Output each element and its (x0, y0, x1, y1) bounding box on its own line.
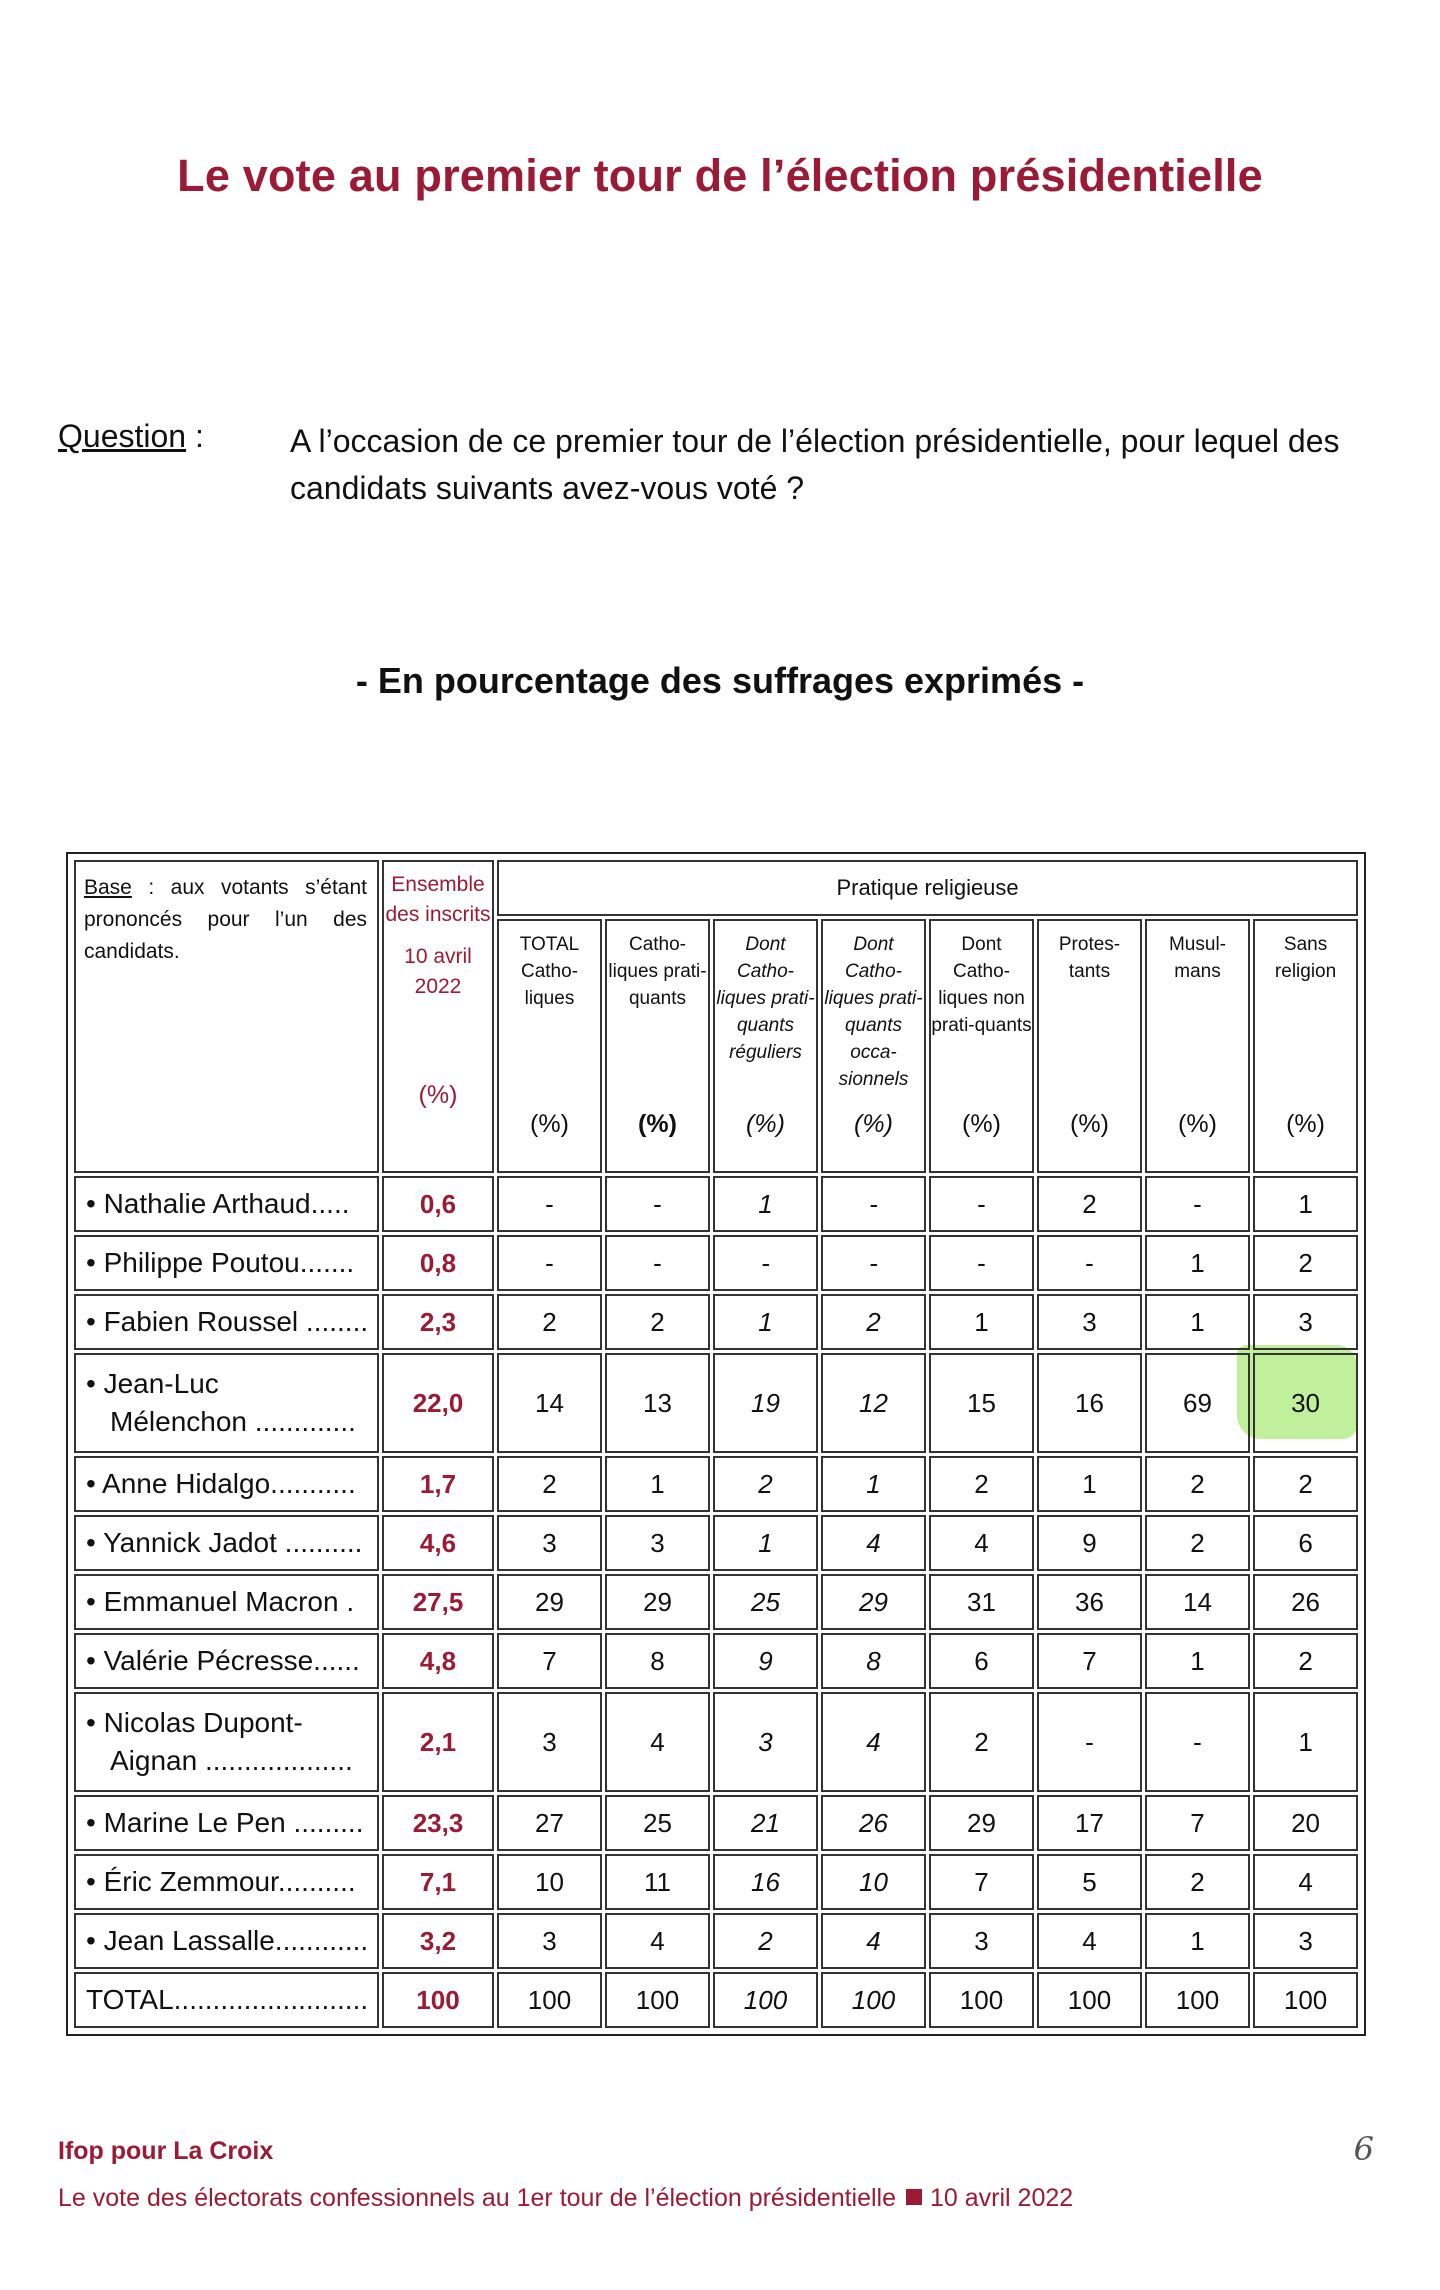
candidate-name (74, 1294, 379, 1350)
cell-value: 2 (929, 1456, 1034, 1512)
column-header-label: Dont Catho-liques non prati-quants (931, 934, 1032, 1036)
candidate-name (74, 1515, 379, 1571)
cell-value: 19 (713, 1353, 818, 1453)
column-header-label: Musul-mans (1168, 934, 1226, 982)
column-unit: (%) (1178, 1110, 1217, 1138)
cell-value: 4 (605, 1913, 710, 1969)
highlighted-cell (1253, 1353, 1358, 1453)
cell-value: 17 (1037, 1795, 1142, 1851)
cell-value: 1 (1037, 1456, 1142, 1512)
cell-value: 36 (1037, 1574, 1142, 1630)
ensemble-header-label: Ensemble des inscrits (385, 873, 491, 926)
cell-value: 9 (713, 1633, 818, 1689)
candidate-name (74, 1633, 379, 1689)
cell-value: 12 (821, 1353, 926, 1453)
table-row (74, 1515, 1358, 1571)
candidate-name (74, 1692, 379, 1792)
cell-value: 15 (929, 1353, 1034, 1453)
column-header-3 (821, 919, 926, 1173)
cell-value: 4 (605, 1692, 710, 1792)
cell-value: 2 (1145, 1854, 1250, 1910)
cell-value: 2 (1145, 1456, 1250, 1512)
cell-value: 7 (929, 1854, 1034, 1910)
column-unit: (%) (1070, 1110, 1109, 1138)
candidate-name (74, 1913, 379, 1969)
candidate-name-line-2: Aignan ................... (110, 1745, 353, 1776)
table-row (74, 1854, 1358, 1910)
cell-value: 2 (1253, 1633, 1358, 1689)
candidate-name-line: • Éric Zemmour.......... (86, 1866, 356, 1897)
ensemble-value: 27,5 (382, 1574, 494, 1630)
candidate-name (74, 1795, 379, 1851)
ensemble-value: 1,7 (382, 1456, 494, 1512)
base-label: Base (84, 876, 132, 899)
column-header-label: TOTAL Catho-liques (519, 934, 580, 1009)
cell-value: 1 (929, 1294, 1034, 1350)
ensemble-value: 2,1 (382, 1692, 494, 1792)
cell-value: 2 (1253, 1456, 1358, 1512)
cell-value: 31 (929, 1574, 1034, 1630)
cell-value: 29 (821, 1574, 926, 1630)
cell-value: 4 (821, 1913, 926, 1969)
cell-value: 1 (1253, 1692, 1358, 1792)
base-text: : aux votants s’étant prononcés pour l’un des candidats. (84, 876, 367, 963)
ensemble-value: 3,2 (382, 1913, 494, 1969)
candidate-name-line: • Fabien Roussel ........ (86, 1306, 369, 1337)
page-number: 6 (1353, 2130, 1374, 2168)
ensemble-value: 0,6 (382, 1176, 494, 1232)
ensemble-unit: (%) (418, 1081, 458, 1109)
candidate-name-line: • Anne Hidalgo........... (86, 1468, 356, 1499)
column-header-0 (497, 919, 602, 1173)
table-row (74, 1456, 1358, 1512)
cell-value: 10 (821, 1854, 926, 1910)
candidate-name (74, 1574, 379, 1630)
question-label (58, 418, 204, 455)
ensemble-header (382, 860, 494, 1173)
candidate-name-line: • Emmanuel Macron . (86, 1586, 355, 1617)
cell-value: 1 (1253, 1176, 1358, 1232)
cell-value: 7 (497, 1633, 602, 1689)
cell-value: 100 (929, 1972, 1034, 2028)
cell-value: 2 (497, 1294, 602, 1350)
table-subtitle: - En pourcentage des suffrages exprimés - (355, 660, 1085, 701)
cell-value: - (1145, 1176, 1250, 1232)
table-row (74, 1692, 1358, 1792)
cell-value: 13 (605, 1353, 710, 1453)
cell-value: 16 (713, 1854, 818, 1910)
footer-organization: Ifop pour La Croix (58, 2137, 274, 2165)
table-row (74, 1795, 1358, 1851)
cell-value: 4 (1037, 1913, 1142, 1969)
cell-value: - (497, 1235, 602, 1291)
table-row (74, 1235, 1358, 1291)
candidate-name (74, 1353, 379, 1453)
cell-value: 2 (821, 1294, 926, 1350)
column-header-4 (929, 919, 1034, 1173)
square-bullet-icon (906, 2189, 922, 2205)
cell-value: 100 (1253, 1972, 1358, 2028)
column-unit: (%) (530, 1110, 569, 1138)
cell-value: 3 (497, 1692, 602, 1792)
candidate-name-line: • Nicolas Dupont- (86, 1707, 303, 1738)
cell-value: 6 (1253, 1515, 1358, 1571)
cell-value: 4 (821, 1515, 926, 1571)
results-table-frame (66, 852, 1366, 2036)
candidate-name-line: • Yannick Jadot .......... (86, 1527, 363, 1558)
cell-value: 4 (1253, 1854, 1358, 1910)
cell-value: 3 (1037, 1294, 1142, 1350)
ensemble-value: 4,8 (382, 1633, 494, 1689)
cell-value: 20 (1253, 1795, 1358, 1851)
table-row (74, 1913, 1358, 1969)
ensemble-value: 0,8 (382, 1235, 494, 1291)
column-unit: (%) (854, 1110, 893, 1138)
cell-value: - (713, 1235, 818, 1291)
ensemble-value: 23,3 (382, 1795, 494, 1851)
column-unit: (%) (638, 1110, 677, 1138)
religious-practice-header: Pratique religieuse (497, 860, 1358, 916)
cell-value: 10 (497, 1854, 602, 1910)
cell-value: 100 (1145, 1972, 1250, 2028)
highlighted-value: 30 (1291, 1387, 1321, 1418)
candidate-name (74, 1235, 379, 1291)
cell-value: 3 (497, 1515, 602, 1571)
cell-value: 1 (713, 1515, 818, 1571)
candidate-name-line: • Valérie Pécresse...... (86, 1645, 360, 1676)
table-row (74, 1574, 1358, 1630)
table-row (74, 1294, 1358, 1350)
cell-value: 2 (929, 1692, 1034, 1792)
base-note (74, 860, 379, 1173)
candidate-name-line: • Marine Le Pen ......... (86, 1807, 364, 1838)
candidate-name-line: • Jean Lassalle............ (86, 1925, 369, 1956)
column-header-2 (713, 919, 818, 1173)
cell-value: - (1037, 1235, 1142, 1291)
cell-value: 100 (1037, 1972, 1142, 2028)
cell-value: 21 (713, 1795, 818, 1851)
cell-value: - (605, 1235, 710, 1291)
candidate-name-line: • Nathalie Arthaud..... (86, 1188, 350, 1219)
cell-value: 25 (713, 1574, 818, 1630)
cell-value: 26 (821, 1795, 926, 1851)
cell-value: 1 (821, 1456, 926, 1512)
cell-value: 8 (821, 1633, 926, 1689)
cell-value: 1 (1145, 1633, 1250, 1689)
cell-value: 2 (1253, 1235, 1358, 1291)
cell-value: - (605, 1176, 710, 1232)
ensemble-value: 22,0 (382, 1353, 494, 1453)
cell-value: 1 (713, 1294, 818, 1350)
total-row (74, 1972, 1358, 2028)
cell-value: 69 (1145, 1353, 1250, 1453)
question-text: A l’occasion de ce premier tour de l’élection présidentielle, pour lequel des candidats suivants avez-vous voté ? (290, 423, 1340, 506)
ensemble-value: 2,3 (382, 1294, 494, 1350)
cell-value: 100 (497, 1972, 602, 2028)
cell-value: 3 (1253, 1913, 1358, 1969)
table-row (74, 1353, 1358, 1453)
cell-value: 2 (605, 1294, 710, 1350)
candidate-name (74, 1854, 379, 1910)
ensemble-value: 100 (382, 1972, 494, 2028)
column-header-label: Sans religion (1274, 934, 1337, 982)
cell-value: 1 (605, 1456, 710, 1512)
total-label (74, 1972, 379, 2028)
cell-value: 1 (1145, 1294, 1250, 1350)
cell-value: 3 (713, 1692, 818, 1792)
table-body (74, 1176, 1358, 2028)
cell-value: 4 (929, 1515, 1034, 1571)
column-header-label: Catho-liques prati-quants (608, 934, 707, 1009)
question-colon: : (186, 418, 204, 454)
column-header-1 (605, 919, 710, 1173)
cell-value: 2 (1145, 1515, 1250, 1571)
footer-line-text: Le vote des électorats confessionnels au 1er tour de l’élection présidentielle (58, 2184, 897, 2212)
cell-value: 26 (1253, 1574, 1358, 1630)
question-label-word: Question (58, 418, 187, 454)
cell-value: 1 (713, 1176, 818, 1232)
cell-value: 29 (929, 1795, 1034, 1851)
column-header-5 (1037, 919, 1142, 1173)
column-header-6 (1145, 919, 1250, 1173)
cell-value: 16 (1037, 1353, 1142, 1453)
cell-value: 9 (1037, 1515, 1142, 1571)
cell-value: 2 (497, 1456, 602, 1512)
cell-value: 29 (605, 1574, 710, 1630)
column-header-label: Protes-tants (1058, 934, 1121, 982)
cell-value: 3 (497, 1913, 602, 1969)
cell-value: - (1145, 1692, 1250, 1792)
cell-value: 27 (497, 1795, 602, 1851)
ensemble-header-date: 10 avril 2022 (404, 945, 472, 998)
cell-value: 100 (605, 1972, 710, 2028)
cell-value: 5 (1037, 1854, 1142, 1910)
table-row (74, 1176, 1358, 1232)
candidate-name-line: TOTAL......................... (86, 1984, 369, 2015)
cell-value: - (1037, 1692, 1142, 1792)
candidate-name-line: • Jean-Luc (86, 1368, 219, 1399)
cell-value: 2 (1037, 1176, 1142, 1232)
column-unit: (%) (746, 1110, 785, 1138)
table-row (74, 1633, 1358, 1689)
cell-value: - (821, 1235, 926, 1291)
column-unit: (%) (962, 1110, 1001, 1138)
cell-value: 8 (605, 1633, 710, 1689)
footer-line-date: 10 avril 2022 (930, 2184, 1074, 2212)
cell-value: - (929, 1235, 1034, 1291)
cell-value: 14 (1145, 1574, 1250, 1630)
cell-value: 11 (605, 1854, 710, 1910)
column-unit: (%) (1286, 1110, 1325, 1138)
cell-value: 2 (713, 1913, 818, 1969)
ensemble-value: 7,1 (382, 1854, 494, 1910)
cell-value: 3 (605, 1515, 710, 1571)
column-header-label: Dont Catho-liques prati-quants occa-sionnels (824, 934, 923, 1090)
cell-value: 6 (929, 1633, 1034, 1689)
cell-value: - (497, 1176, 602, 1232)
cell-value: 4 (821, 1692, 926, 1792)
cell-value: 1 (1145, 1235, 1250, 1291)
column-header-label: Dont Catho-liques prati-quants réguliers (716, 934, 815, 1063)
results-table (71, 857, 1361, 2031)
cell-value: 3 (929, 1913, 1034, 1969)
cell-value: 1 (1145, 1913, 1250, 1969)
cell-value: - (821, 1176, 926, 1232)
ensemble-value: 4,6 (382, 1515, 494, 1571)
cell-value: 100 (713, 1972, 818, 2028)
cell-value: 3 (1253, 1294, 1358, 1350)
cell-value: 25 (605, 1795, 710, 1851)
column-header-7 (1253, 919, 1358, 1173)
cell-value: 14 (497, 1353, 602, 1453)
cell-value: - (929, 1176, 1034, 1232)
candidate-name-line: • Philippe Poutou....... (86, 1247, 355, 1278)
footer-line (58, 2184, 1073, 2213)
candidate-name (74, 1456, 379, 1512)
cell-value: 7 (1037, 1633, 1142, 1689)
candidate-name (74, 1176, 379, 1232)
cell-value: 2 (713, 1456, 818, 1512)
cell-value: 29 (497, 1574, 602, 1630)
cell-value: 7 (1145, 1795, 1250, 1851)
candidate-name-line-2: Mélenchon ............. (110, 1406, 356, 1437)
page-title: Le vote au premier tour de l’élection présidentielle (177, 150, 1263, 201)
cell-value: 100 (821, 1972, 926, 2028)
